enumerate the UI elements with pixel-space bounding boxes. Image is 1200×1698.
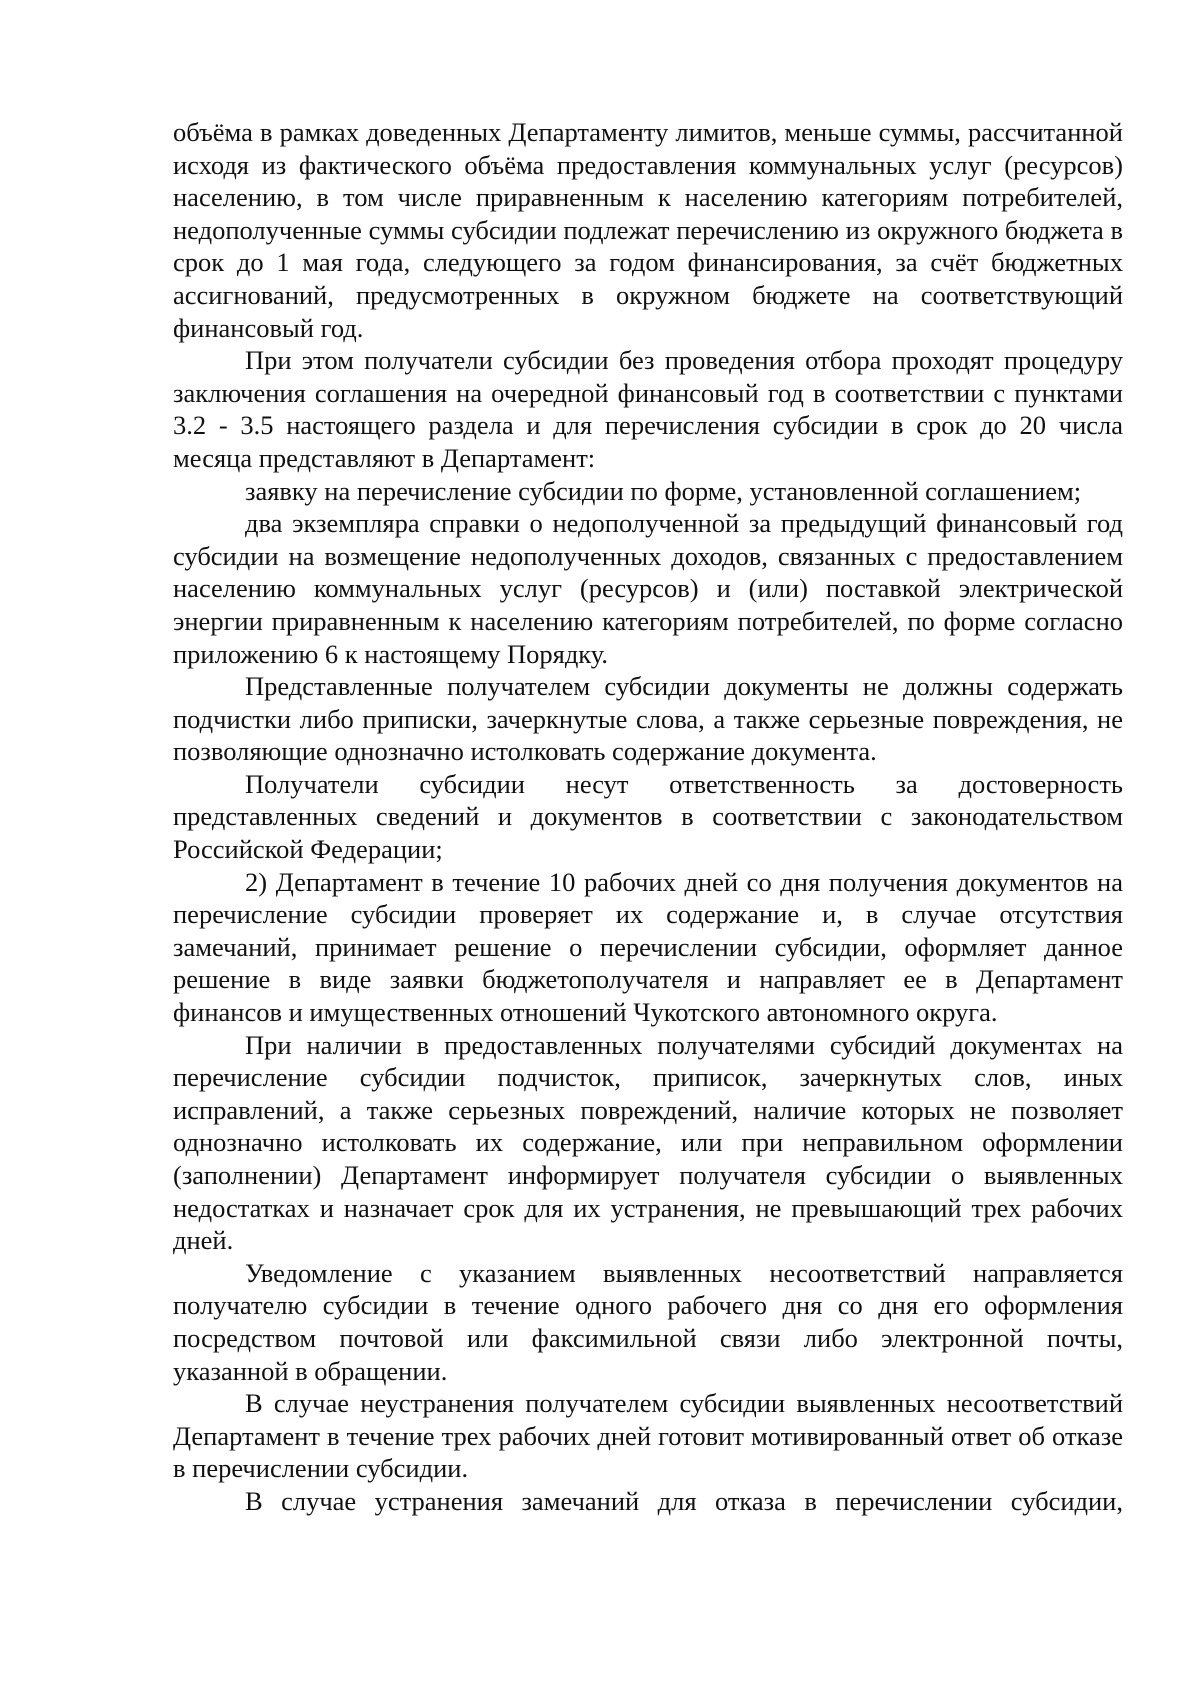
paragraph: Получатели субсидии несут ответственность за достоверность представленных сведений и документов в соответствии с законодательством Российской Федерации; [173, 768, 1123, 865]
paragraph: Представленные получателем субсидии документы не должны содержать подчистки либо приписки, зачеркнутые слова, а также серьезные повреждения, не позволяющие однозначно истолковать содержание документа. [173, 671, 1123, 767]
paragraph-last: В случае устранения замечаний для отказа в перечислении субсидии, [245, 1485, 1123, 1516]
paragraph: При этом получатели субсидии без проведения отбора проходят процедуру заключения соглашения на очередной финансовый год в соответствии с пунктами 3.2 - 3.5 настоящего раздела и для перечисления субсидии в срок до 20 числа месяца представляют в Департамент: [173, 345, 1123, 473]
paragraph: Уведомление с указанием выявленных несоответствий направляется получателю субсидии в течение одного рабочего дня со дня его оформления посредством почтовой или факсимильной связи либо электронной почты, указанной в обращении. [173, 1257, 1123, 1386]
paragraph: два экземпляра справки о недополученной за предыдущий финансовый год субсидии на возмещение недополученных доходов, связанных с предоставлением населению коммунальных услуг (ресурсов) и (или) поставкой электрической энергии приравненным к населению категориям потребителей, по форме согласно приложению 6 к настоящему Порядку. [173, 508, 1123, 669]
paragraph: заявку на перечисление субсидии по форме, установленной соглашением; [245, 475, 1082, 506]
document-body [173, 116, 1123, 1518]
paragraph: При наличии в предоставленных получателями субсидий документах на перечисление субсидии подчисток, приписок, зачеркнутых слов, иных исправлений, а также серьезных повреждений, наличие которых не позволяет однозначно истолковать их содержание, или при неправильном оформлении (заполнении) Департамент информирует получателя субсидии о выявленных недостатках и назначает срок для их устранения, не превышающий трех рабочих дней. [173, 1029, 1123, 1256]
paragraph: В случае неустранения получателем субсидии выявленных несоответствий Департамент в течение трех рабочих дней готовит мотивированный ответ об отказе в перечислении субсидии. [173, 1388, 1123, 1484]
paragraph-continuation: объёма в рамках доведенных Департаменту лимитов, меньше суммы, рассчитанной исходя из фактического объёма предоставления коммунальных услуг (ресурсов) населению, в том числе приравненным к населению категориям потребителей, недополученные суммы субсидии подлежат перечислению из окружного бюджета в срок до 1 мая года, следующего за годом финансирования, за счёт бюджетных ассигнований, предусмотренных в окружном бюджете на соответствующий финансовый год. [173, 117, 1123, 343]
paragraph: 2) Департамент в течение 10 рабочих дней со дня получения документов на перечисление субсидии проверяет их содержание и, в случае отсутствия замечаний, принимает решение о перечислении субсидии, оформляет данное решение в виде заявки бюджетополучателя и направляет ее в Департамент финансов и имущественных отношений Чукотского автономного округа. [173, 866, 1123, 1028]
